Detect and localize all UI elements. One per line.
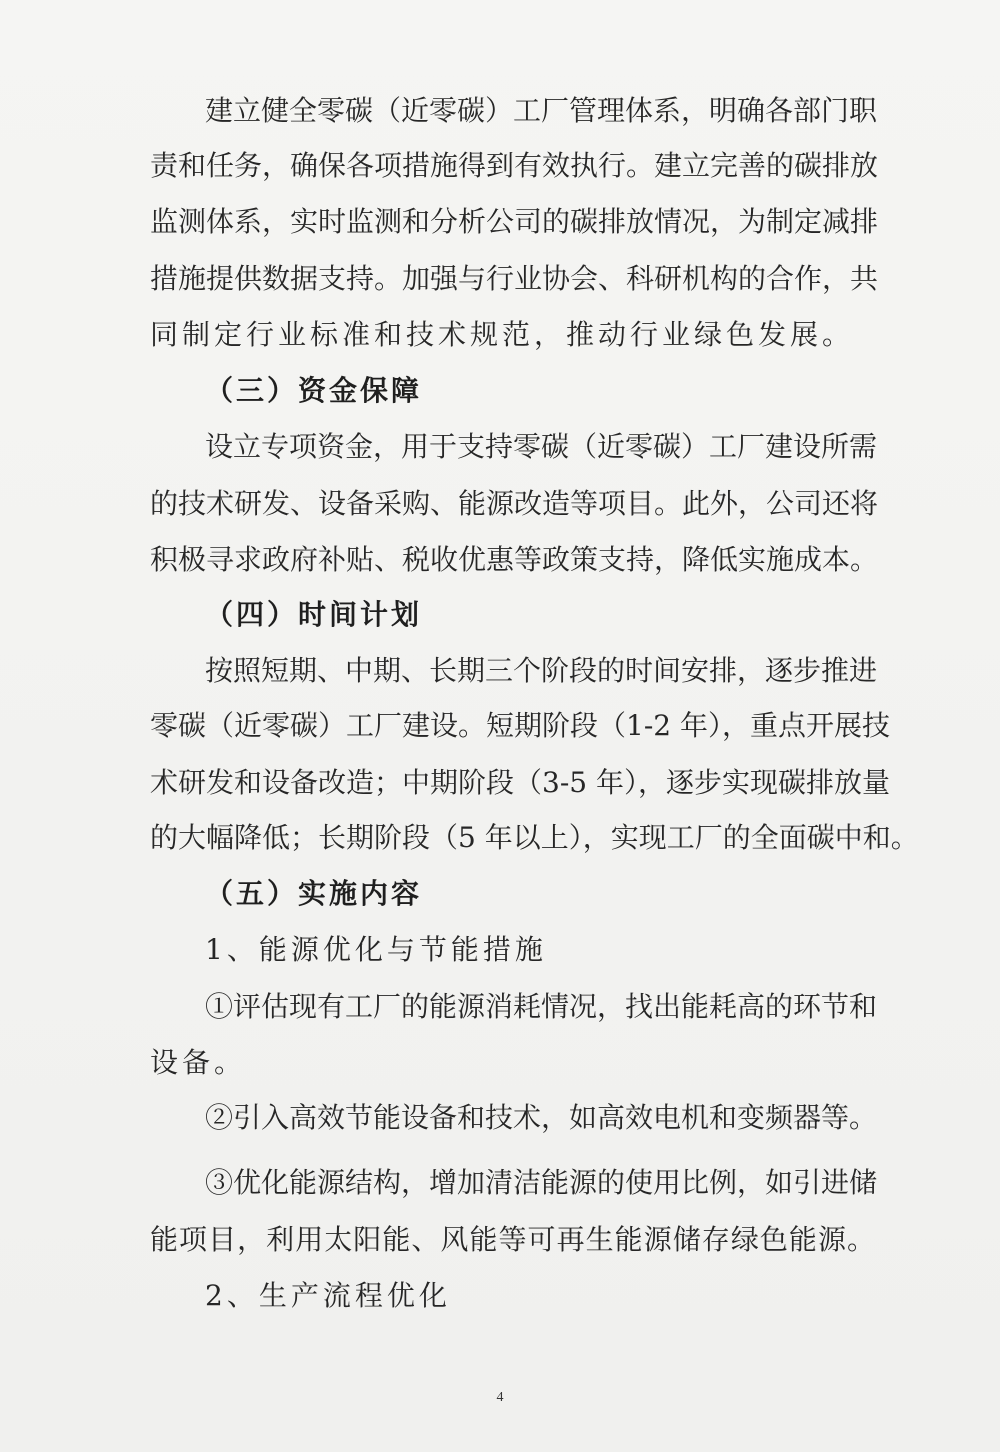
paragraph-line: 的技术研发、设备采购、能源改造等项目。此外，公司还将: [150, 487, 879, 520]
paragraph-line: 措施提供数据支持。加强与行业协会、科研机构的合作，共: [150, 262, 879, 295]
subsection-heading: 1、能源优化与节能措施: [205, 933, 547, 966]
paragraph-line: 责和任务，确保各项措施得到有效执行。建立完善的碳排放: [150, 149, 879, 182]
paragraph-line: 按照短期、中期、长期三个阶段的时间安排，逐步推进: [205, 654, 878, 687]
paragraph-line: 设备。: [150, 1046, 247, 1079]
paragraph-line: 术研发和设备改造；中期阶段（3-5 年），逐步实现碳排放量: [150, 766, 890, 799]
paragraph-line: ②引入高效节能设备和技术，如高效电机和变频器等。: [205, 1101, 878, 1134]
paragraph-line: 监测体系，实时监测和分析公司的碳排放情况，为制定减排: [150, 205, 879, 238]
paragraph-line: 能项目，利用太阳能、风能等可再生能源储存绿色能源。: [150, 1223, 875, 1256]
page-number: 4: [496, 1390, 504, 1405]
section-heading: （三）资金保障: [205, 374, 423, 407]
paragraph-line: ③优化能源结构，增加清洁能源的使用比例，如引进储: [205, 1166, 878, 1199]
section-heading: （五）实施内容: [205, 877, 423, 910]
paragraph-line: 的大幅降低；长期阶段（5 年以上），实现工厂的全面碳中和。: [150, 821, 919, 854]
paragraph-line: 设立专项资金，用于支持零碳（近零碳）工厂建设所需: [205, 430, 878, 463]
paragraph-line: 积极寻求政府补贴、税收优惠等政策支持，降低实施成本。: [150, 543, 879, 576]
section-heading: （四）时间计划: [205, 598, 423, 631]
paragraph-line: 零碳（近零碳）工厂建设。短期阶段（1-2 年），重点开展技: [150, 709, 890, 742]
paragraph-line: ①评估现有工厂的能源消耗情况，找出能耗高的环节和: [205, 990, 878, 1023]
subsection-heading: 2、生产流程优化: [205, 1279, 451, 1312]
paragraph-line: 同制定行业标准和技术规范，推动行业绿色发展。: [150, 318, 855, 351]
paragraph-line: 建立健全零碳（近零碳）工厂管理体系，明确各部门职: [205, 94, 878, 127]
